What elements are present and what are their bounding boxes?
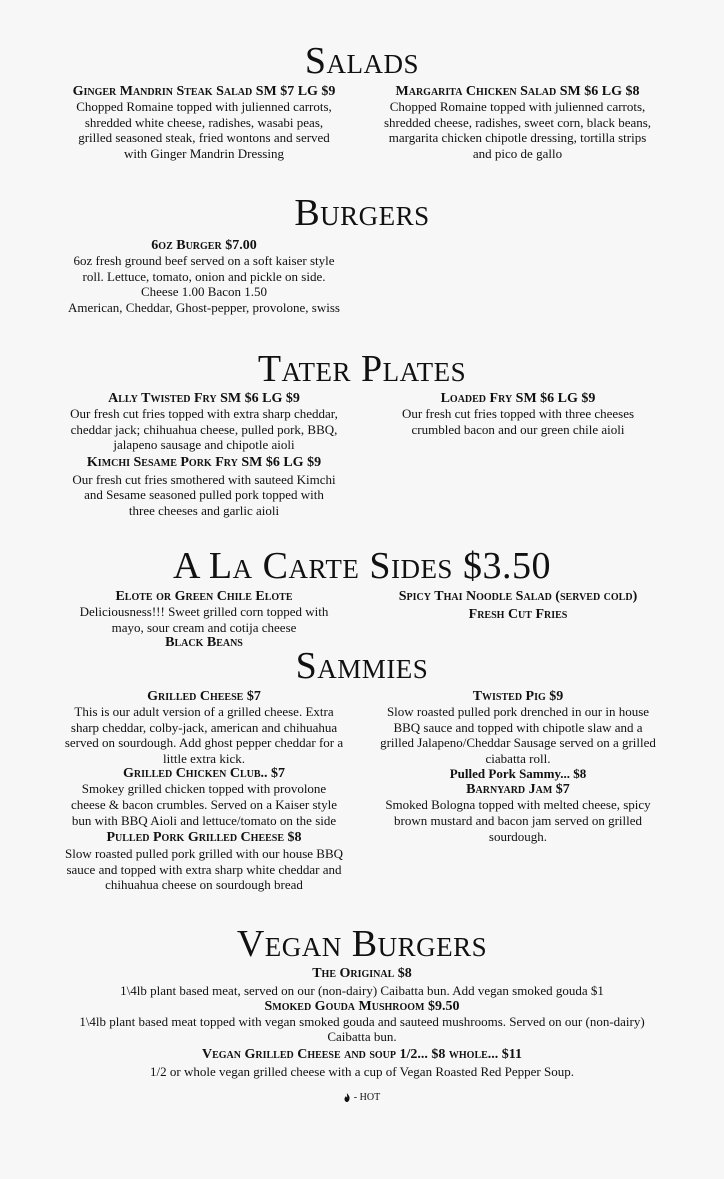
item-description: Our fresh cut fries topped with extra sharp cheddar, cheddar jack; chihuahua cheese, pulled pork, BBQ, jalapeno sausage and chipotle aioli — [70, 406, 338, 453]
item-description: Smokey grilled chicken topped with provolone cheese & bacon crumbles. Served on a Kaiser style bun with BBQ Aioli and lettuce/tomato on the side — [70, 781, 338, 828]
item-title: Grilled Cheese $7 — [147, 689, 261, 704]
sammies-left-column — [64, 689, 344, 893]
item-description: Our fresh cut fries smothered with sauteed Kimchi and Sesame seasoned pulled pork topped with three cheeses and garlic aioli — [72, 471, 336, 518]
item-title: Pulled Pork Grilled Cheese $8 — [106, 830, 302, 846]
item-title: Ginger Mandrin Steak Salad SM $7 LG $9 — [72, 84, 336, 99]
burger-item — [66, 238, 342, 315]
burger-cheese-options: American, Cheddar, Ghost-pepper, provolone, swiss — [68, 299, 340, 315]
margarita-chicken-item — [380, 84, 655, 161]
item-title: Ally Twisted Fry SM $6 LG $9 — [108, 391, 300, 406]
salads-title: Salads — [304, 40, 420, 82]
item-title: Kimchi Sesame Pork Fry SM $6 LG $9 — [86, 454, 322, 470]
item-description: Chopped Romaine topped with julienned carrots, shredded white cheese, radishes, wasabi peas, grilled seasoned steak, fried wontons and served with Ginger Mandrin Dressing — [76, 99, 332, 161]
item-title: Grilled Chicken Club.. $7 — [122, 766, 286, 782]
item-description: 1\4lb plant based meat topped with vegan smoked gouda and sauteed mushrooms. Served on our (non-dairy) Caibatta bun. — [79, 1013, 645, 1045]
burgers-title: Burgers — [294, 192, 430, 234]
hot-legend — [0, 1092, 724, 1103]
sides-title: A La Carte Sides $3.50 — [173, 545, 551, 587]
flame-icon — [344, 1093, 350, 1102]
tater-plates-title: Tater Plates — [257, 348, 467, 390]
vegan-burgers-title: Vegan Burgers — [236, 923, 488, 965]
item-description: Chopped Romaine topped with julienned carrots, shredded cheese, radishes, sweet corn, black beans, margarita chicken chipotle dressing, tortilla strips and pico de gallo — [383, 99, 652, 161]
item-title: Barnyard Jam $7 — [466, 782, 570, 798]
salads-section — [0, 42, 724, 80]
item-description: Slow roasted pulled pork drenched in our in house BBQ sauce and topped with chipotle slaw and a grilled Jalapeno/Cheddar Sausage served on a grilled ciabatta roll. — [380, 704, 656, 766]
item-title: The Original $8 — [312, 966, 412, 981]
item-title: Margarita Chicken Salad SM $6 LG $8 — [395, 84, 640, 99]
item-description: Smoked Bologna topped with melted cheese, spicy brown mustard and bacon jam served on grilled sourdough. — [385, 797, 651, 844]
tater-right-column — [382, 391, 654, 437]
item-description: This is our adult version of a grilled cheese. Extra sharp cheddar, colby-jack, american and chihuahua served on sourdough. Add ghost pepper cheddar for a little extra kick. — [64, 704, 344, 766]
item-title: Twisted Pig $9 — [472, 689, 564, 704]
item-description: Our fresh cut fries topped with three cheeses crumbled bacon and our green chile aioli — [401, 406, 635, 437]
sammies-right-column — [380, 689, 656, 844]
item-title: Elote or Green Chile Elote — [115, 589, 293, 604]
ginger-mandrin-item — [68, 84, 340, 161]
tater-left-column — [70, 391, 338, 519]
sides-right-column — [392, 589, 644, 622]
item-title: Vegan Grilled Cheese and soup 1/2... $8 whole... $11 — [201, 1046, 523, 1062]
item-title: Loaded Fry SM $6 LG $9 — [440, 391, 596, 406]
item-title: 6oz Burger $7.00 — [151, 238, 257, 253]
item-description: 6oz fresh ground beef served on a soft kaiser style roll. Lettuce, tomato, onion and pickle on side. — [73, 253, 335, 284]
sammies-title: Sammies — [295, 645, 429, 687]
vegan-items — [70, 966, 654, 1079]
item-title: Black Beans — [165, 635, 243, 651]
item-title: Spicy Thai Noodle Salad (served cold) — [398, 589, 638, 604]
legend-label: - HOT — [353, 1092, 381, 1103]
sides-left-column — [62, 589, 346, 650]
item-description: Deliciousness!!! Sweet grilled corn topped with mayo, sour cream and cotija cheese — [79, 604, 329, 635]
item-description: 1/2 or whole vegan grilled cheese with a cup of Vegan Roasted Red Pepper Soup. — [150, 1063, 574, 1079]
burger-addons: Cheese 1.00 Bacon 1.50 — [140, 284, 267, 300]
item-description: 1\4lb plant based meat, served on our (non-dairy) Caibatta bun. Add vegan smoked gouda $1 — [120, 983, 604, 998]
item-title: Fresh Cut Fries — [468, 607, 568, 622]
item-description: Slow roasted pulled pork grilled with our house BBQ sauce and topped with extra sharp white cheddar and chihuahua cheese on sourdough bread — [64, 846, 344, 893]
item-title: Pulled Pork Sammy... $8 — [449, 766, 587, 782]
item-title: Smoked Gouda Mushroom $9.50 — [264, 998, 460, 1014]
